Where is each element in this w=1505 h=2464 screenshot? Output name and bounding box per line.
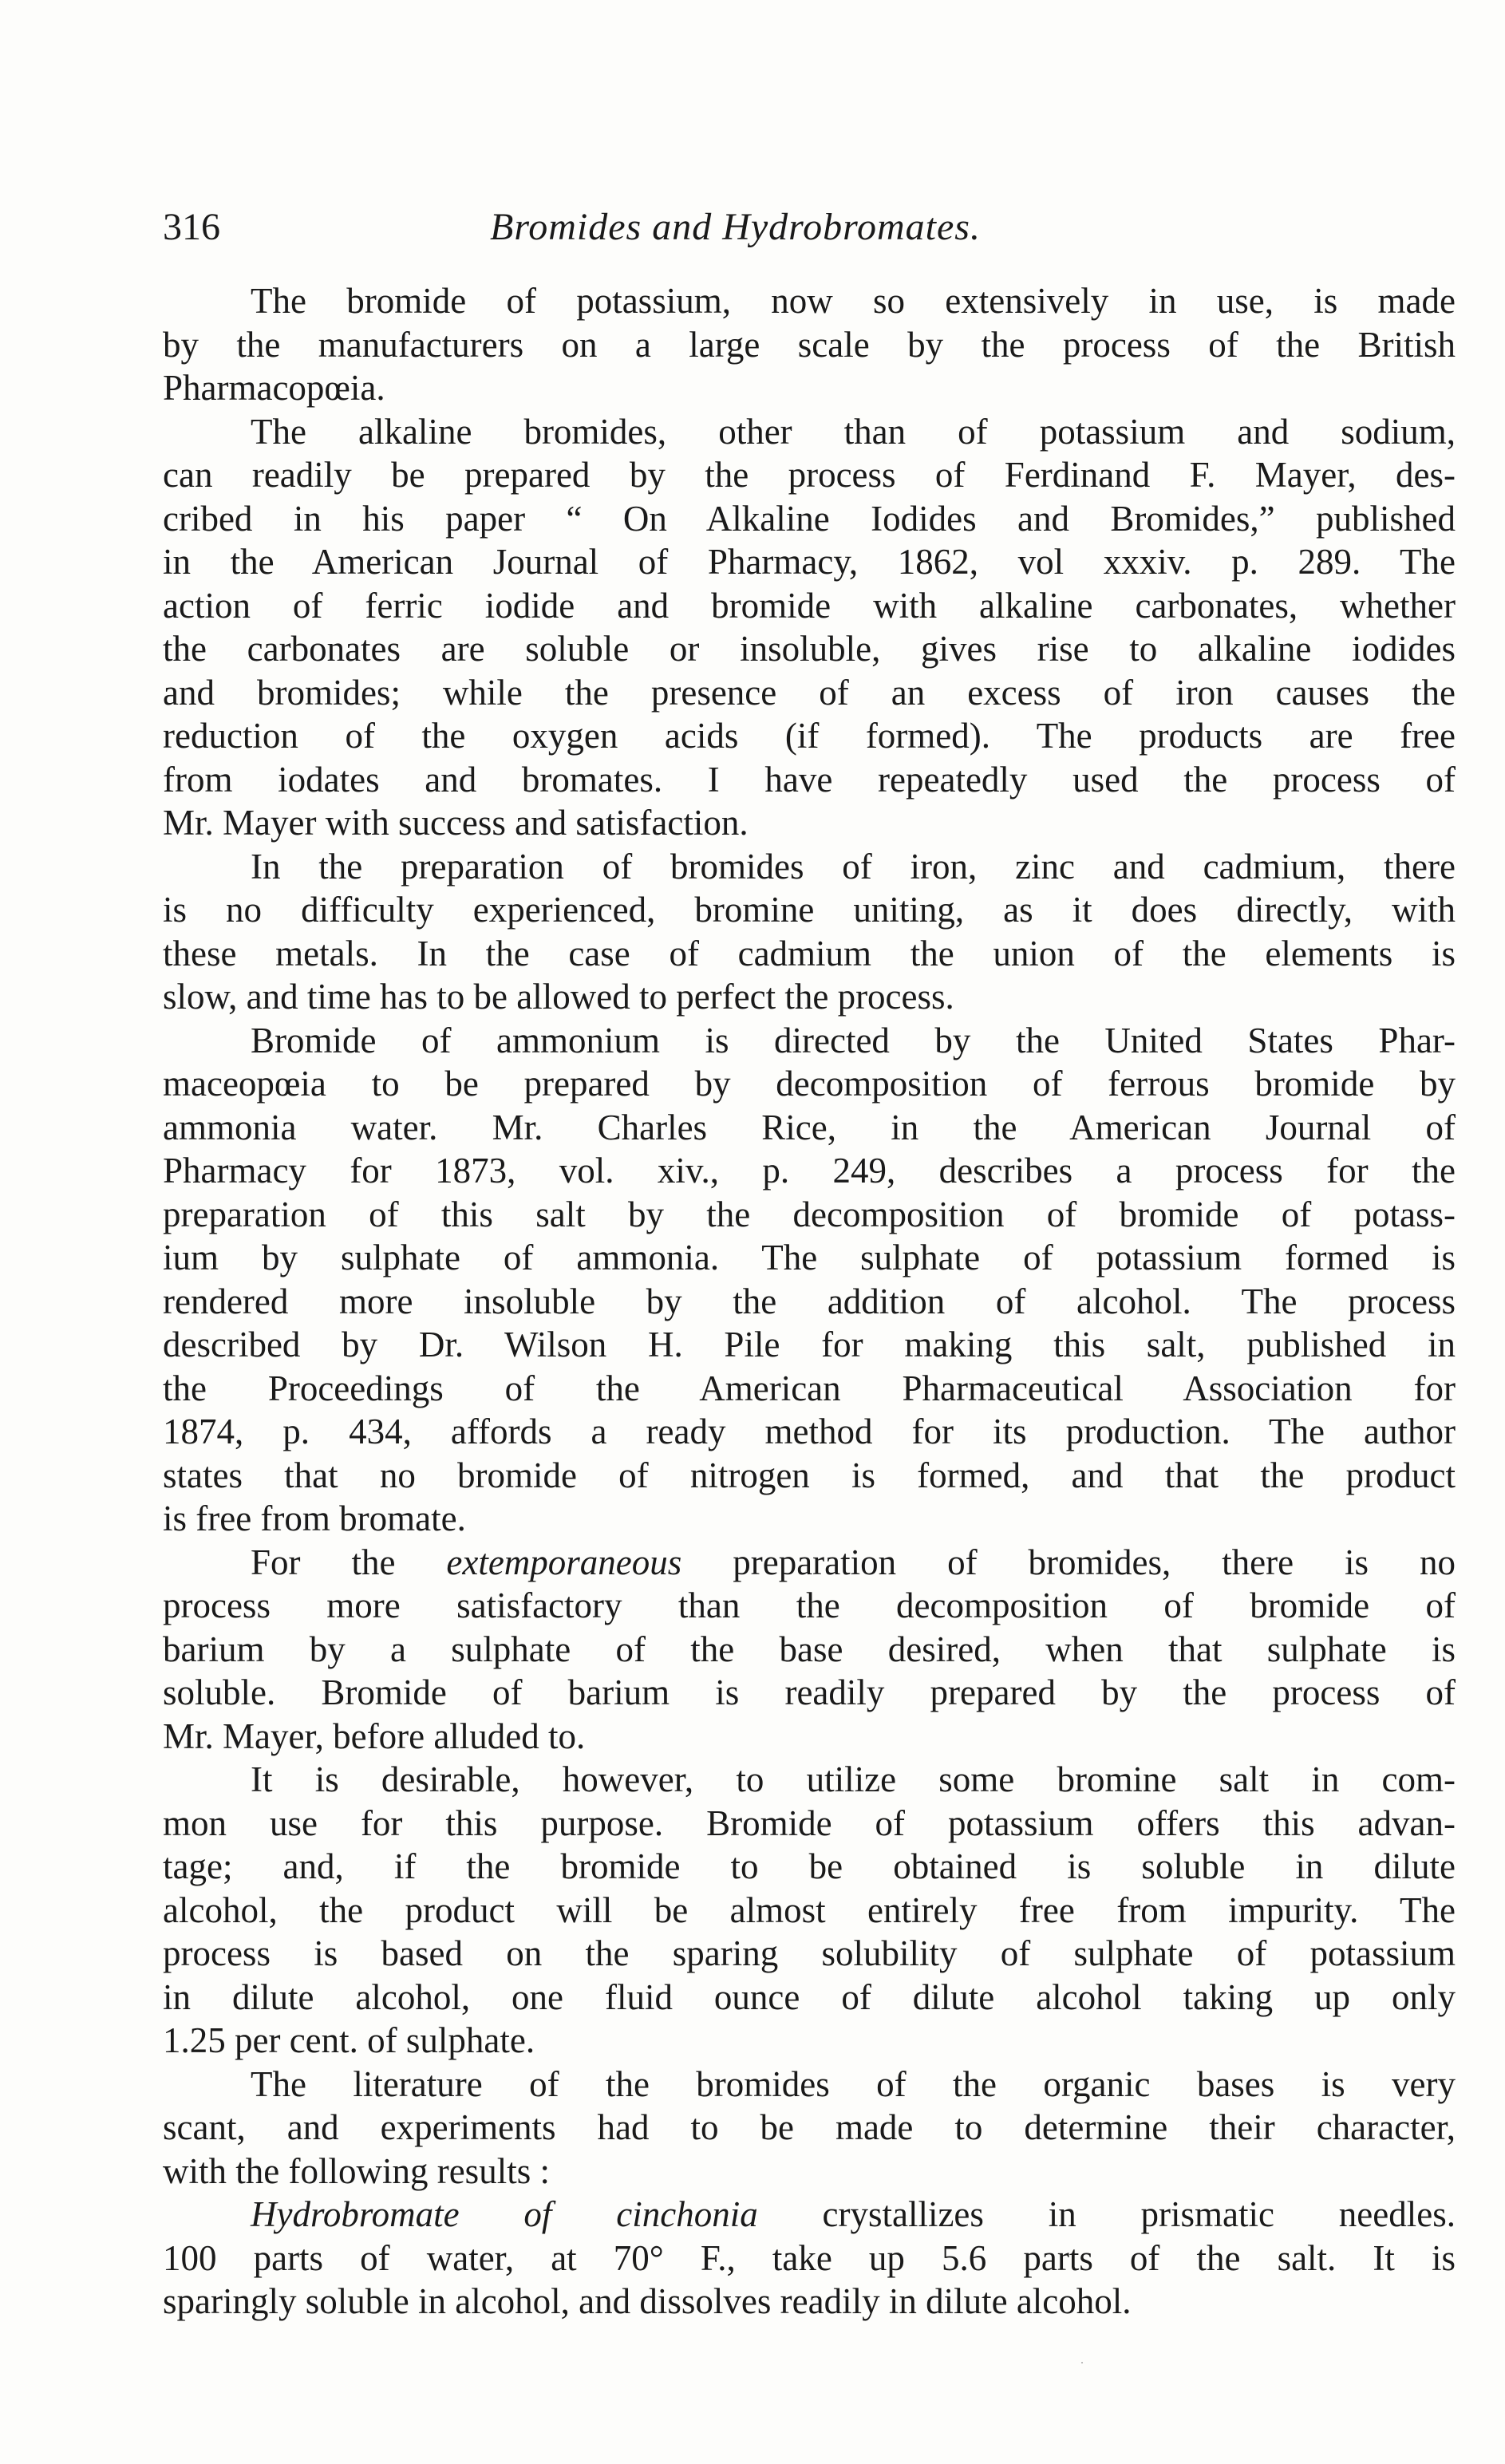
text-line: can readily be prepared by the process of Ferdinand F. Mayer, des- — [163, 455, 1456, 495]
page — [163, 199, 1456, 2324]
text-line: rendered more insoluble by the addition of alcohol. The process — [163, 1281, 1456, 1321]
text-line: preparation of this salt by the decomposition of bromide of potass- — [163, 1194, 1456, 1234]
text-line: soluble. Bromide of barium is readily prepared by the process of — [163, 1672, 1456, 1712]
text-line: Bromide of ammonium is directed by the United States Phar- — [251, 1020, 1456, 1060]
text-line: with the following results : — [163, 2150, 550, 2191]
scan-speck — [1081, 2362, 1083, 2363]
text-line: from iodates and bromates. I have repeatedly used the process of — [163, 759, 1456, 800]
text-line: Mr. Mayer with success and satisfaction. — [163, 803, 749, 843]
text-line: For the extemporaneous preparation of bromides, there is no — [251, 1542, 1456, 1582]
text-line: states that no bromide of nitrogen is formed, and that the product — [163, 1455, 1456, 1495]
page-number: 316 — [163, 206, 220, 248]
text-line: Hydrobromate of cinchonia crystallizes in prismatic needles. — [251, 2194, 1456, 2234]
text-line: ammonia water. Mr. Charles Rice, in the American Journal of — [163, 1107, 1456, 1147]
italic-term: extemporaneous — [446, 1542, 682, 1582]
text-line: barium by a sulphate of the base desired, when that sulphate is — [163, 1629, 1456, 1669]
text-line: mon use for this purpose. Bromide of potassium offers this advan- — [163, 1803, 1456, 1843]
text-line: maceopœia to be prepared by decomposition of ferrous bromide by — [163, 1064, 1456, 1104]
body-text — [163, 279, 1456, 2324]
text-line: It is desirable, however, to utilize some bromine salt in com- — [251, 1759, 1456, 1799]
running-title: Bromides and Hydrobromates. — [490, 206, 981, 248]
text-line: 100 parts of water, at 70° F., take up 5.6 parts of the salt. It is — [163, 2237, 1456, 2278]
text-line: scant, and experiments had to be made to determine their character, — [163, 2107, 1456, 2147]
text-line: process is based on the sparing solubility of sulphate of potassium — [163, 1933, 1456, 1973]
text-line: action of ferric iodide and bromide with alkaline carbonates, whether — [163, 585, 1456, 626]
text-line: ium by sulphate of ammonia. The sulphate of potassium formed is — [163, 1238, 1456, 1277]
text-line: is free from bromate. — [163, 1499, 466, 1538]
text-line: is no difficulty experienced, bromine uniting, as it does directly, with — [163, 890, 1456, 930]
text-line: 1.25 per cent. of sulphate. — [163, 2020, 535, 2060]
text-line: reduction of the oxygen acids (if formed). The products are free — [163, 716, 1456, 756]
text-line: slow, and time has to be allowed to perfect the process. — [163, 977, 954, 1017]
text-line: The literature of the bromides of the organic bases is very — [251, 2063, 1456, 2104]
text-line: described by Dr. Wilson H. Pile for making this salt, published in — [163, 1325, 1456, 1364]
text-line: Pharmacy for 1873, vol. xiv., p. 249, describes a process for the — [163, 1151, 1456, 1191]
text-line: cribed in his paper “ On Alkaline Iodides and Bromides,” published — [163, 498, 1456, 539]
text-line: 1874, p. 434, affords a ready method for its production. The author — [163, 1412, 1456, 1451]
text-line: alcohol, the product will be almost entirely free from impurity. The — [163, 1889, 1456, 1930]
text-line: in the American Journal of Pharmacy, 1862, vol xxxiv. p. 289. The — [163, 542, 1456, 582]
text-line: by the manufacturers on a large scale by the process of the British — [163, 324, 1456, 365]
text-line: The bromide of potassium, now so extensively in use, is made — [251, 281, 1456, 321]
italic-term: Hydrobromate of cinchonia — [251, 2194, 758, 2234]
text-line: the Proceedings of the American Pharmaceutical Association for — [163, 1368, 1456, 1408]
text-line: process more satisfactory than the decomposition of bromide of — [163, 1585, 1456, 1625]
text-line: In the preparation of bromides of iron, zinc and cadmium, there — [251, 846, 1456, 886]
text-line: these metals. In the case of cadmium the union of the elements is — [163, 933, 1456, 973]
text-line: and bromides; while the presence of an excess of iron causes the — [163, 672, 1456, 713]
text-line: in dilute alcohol, one fluid ounce of dilute alcohol taking up only — [163, 1976, 1456, 2017]
text-line: sparingly soluble in alcohol, and dissolves readily in dilute alcohol. — [163, 2281, 1132, 2321]
text-line: The alkaline bromides, other than of potassium and sodium, — [251, 411, 1456, 452]
text-line: Pharmacopœia. — [163, 368, 385, 408]
text-line: tage; and, if the bromide to be obtained is soluble in dilute — [163, 1846, 1456, 1886]
text-line: Mr. Mayer, before alluded to. — [163, 1716, 586, 1756]
text-line: the carbonates are soluble or insoluble, gives rise to alkaline iodides — [163, 629, 1456, 669]
page-header — [163, 199, 1456, 255]
